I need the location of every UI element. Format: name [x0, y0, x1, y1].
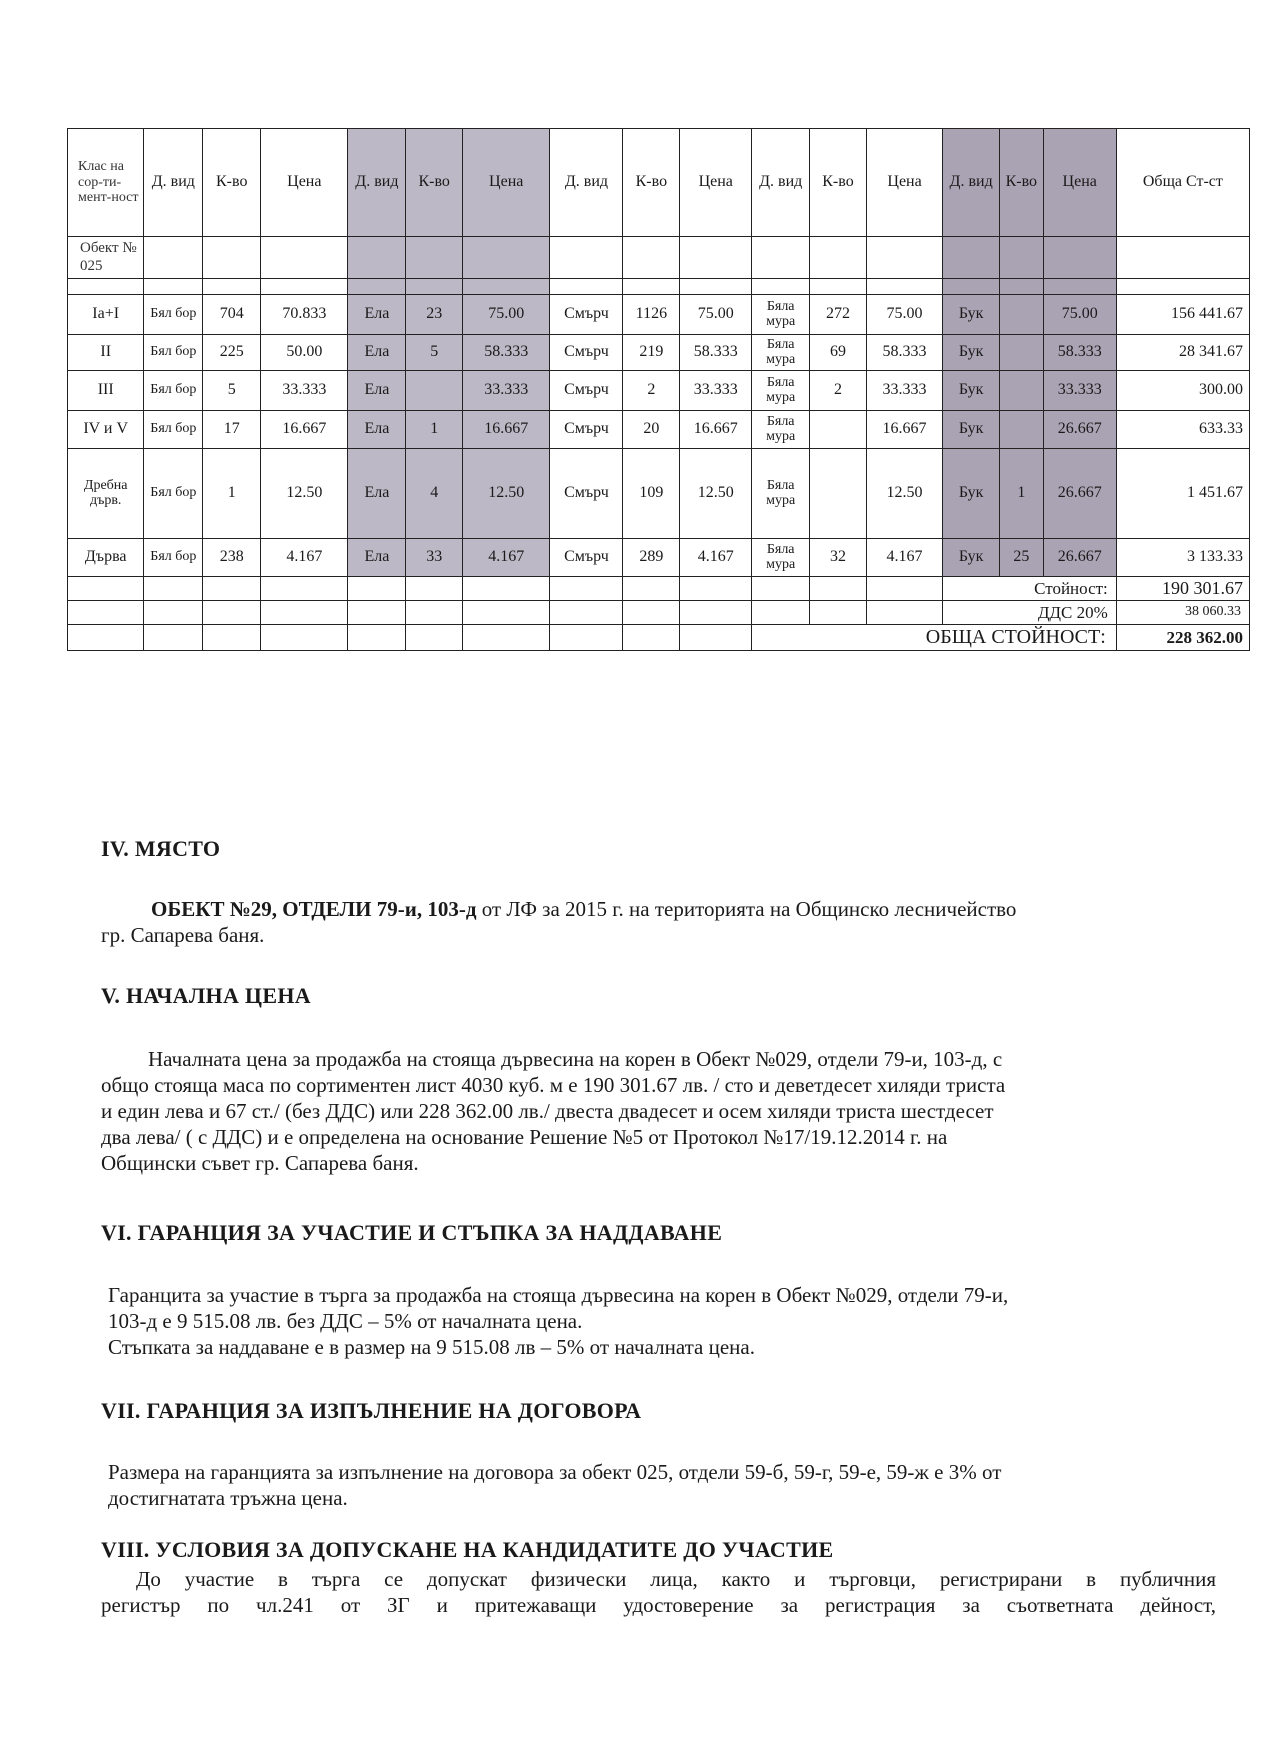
spacer-row	[68, 279, 1250, 295]
row-total: 156 441.67	[1116, 295, 1249, 335]
header-qty: К-во	[810, 129, 867, 237]
header-qty: К-во	[623, 129, 680, 237]
section-7-title: VII. ГАРАНЦИЯ ЗА ИЗПЪЛНЕНИЕ НА ДОГОВОРА	[101, 1398, 642, 1423]
grand-amount: 228 362.00	[1116, 625, 1249, 651]
object-label: Обект № 025	[68, 237, 144, 279]
section-5-text: Началната цена за продажба на стояща дървесина на корен в Обект №029, отдели 79-и, 103-д, с общо стояща маса по сортиментен лист 4030 куб. м е 190 301.67 лв. / сто и деветдесет хиляди триста и един лева и 67 ст./ (без ДДС) или 228 362.00 лв./ двеста двадесет и осем хиляди триста шестдесет два лева/ ( с ДДС) и е определена на основание Решение №5 от Протокол №17/19.12.2014 г. на Общински съвет гр. Сапарева баня.	[101, 1047, 1006, 1175]
object-bold: ОБЕКТ №29, ОТДЕЛИ 79-и, 103-д	[151, 897, 477, 921]
value-amount: 190 301.67	[1116, 577, 1249, 601]
section-4-title: IV. МЯСТО	[101, 836, 221, 861]
row-total: 300.00	[1116, 371, 1249, 411]
table-row: III Бял бор 5 33.333 Ела 33.333 Смърч 2 33.333 Бяла мура 2 33.333 Бук 33.333 300.00	[68, 371, 1250, 411]
section-6-title: VI. ГАРАНЦИЯ ЗА УЧАСТИЕ И СТЪПКА ЗА НАДДАВАНЕ	[101, 1220, 723, 1245]
value-label: Стойност:	[943, 577, 1117, 601]
row-total: 3 133.33	[1116, 539, 1249, 577]
header-qty: К-во	[1000, 129, 1044, 237]
assortment-table	[67, 128, 1250, 651]
header-species: Д. вид	[550, 129, 623, 237]
header-price: Цена	[1043, 129, 1116, 237]
table-header-row	[68, 129, 1250, 237]
header-species: Д. вид	[348, 129, 406, 237]
section-8-text: До участие в търга се допускат физически лица, както и търговци, регистрирани в публичния регистър по чл.241 от ЗГ и притежаващи удостоверение за регистрация за съответната дейност,	[101, 1567, 1216, 1617]
summary-value-row	[68, 577, 1250, 601]
vat-label: ДДС 20%	[943, 601, 1117, 625]
table-row: IV и V Бял бор 17 16.667 Ела 1 16.667 Смърч 20 16.667 Бяла мура 16.667 Бук 26.667 633.33	[68, 411, 1250, 449]
row-total: 633.33	[1116, 411, 1249, 449]
header-qty: К-во	[203, 129, 261, 237]
header-qty: К-во	[406, 129, 463, 237]
table-row: Ia+I Бял бор 704 70.833 Ела 23 75.00 Смърч 1126 75.00 Бяла мура 272 75.00 Бук 75.00 156 441.67	[68, 295, 1250, 335]
header-price: Цена	[261, 129, 348, 237]
summary-grand-row	[68, 625, 1250, 651]
header-class: Клас на сор-ти-мент-ност	[68, 129, 144, 237]
section-5-title: V. НАЧАЛНА ЦЕНА	[101, 983, 311, 1008]
vat-amount: 38 060.33	[1116, 601, 1249, 625]
table-row: Дребна дърв. Бял бор 1 12.50 Ела 4 12.50 Смърч 109 12.50 Бяла мура 12.50 Бук 1 26.667 1 451.67	[68, 449, 1250, 539]
header-price: Цена	[866, 129, 942, 237]
header-price: Цена	[680, 129, 752, 237]
header-price: Цена	[463, 129, 550, 237]
header-species: Д. вид	[752, 129, 810, 237]
row-total: 1 451.67	[1116, 449, 1249, 539]
header-total: Обща Ст-ст	[1116, 129, 1249, 237]
header-species: Д. вид	[943, 129, 1000, 237]
summary-vat-row	[68, 601, 1250, 625]
row-total: 28 341.67	[1116, 335, 1249, 371]
table-row: Дърва Бял бор 238 4.167 Ела 33 4.167 Смърч 289 4.167 Бяла мура 32 4.167 Бук 25 26.667 3 133.33	[68, 539, 1250, 577]
section-8-title: VIII. УСЛОВИЯ ЗА ДОПУСКАНЕ НА КАНДИДАТИТЕ ДО УЧАСТИЕ	[101, 1537, 834, 1562]
object-row	[68, 237, 1250, 279]
section-4-text: ОБЕКТ №29, ОТДЕЛИ 79-и, 103-д от ЛФ за 2015 г. на територията на Общинско лесничейство гр. Сапарева баня.	[101, 897, 1017, 947]
section-6-text: Гаранцита за участие в търга за продажба на стояща дървесина на корен в Обект №029, отдели 79-и, 103-д е 9 515.08 лв. без ДДС – 5% от началната цена. Стъпката за наддаване е в размер на 9 515.08 лв – 5% от началната цена.	[108, 1283, 1009, 1359]
table-row: II Бял бор 225 50.00 Ела 5 58.333 Смърч 219 58.333 Бяла мура 69 58.333 Бук 58.333 28 341.67	[68, 335, 1250, 371]
grand-label: ОБЩА СТОЙНОСТ:	[752, 625, 1117, 651]
section-7-text: Размера на гаранцията за изпълнение на договора за обект 025, отдели 59-б, 59-г, 59-е, 59-ж е 3% от достигнатата тръжна цена.	[108, 1460, 1002, 1510]
header-species: Д. вид	[144, 129, 203, 237]
